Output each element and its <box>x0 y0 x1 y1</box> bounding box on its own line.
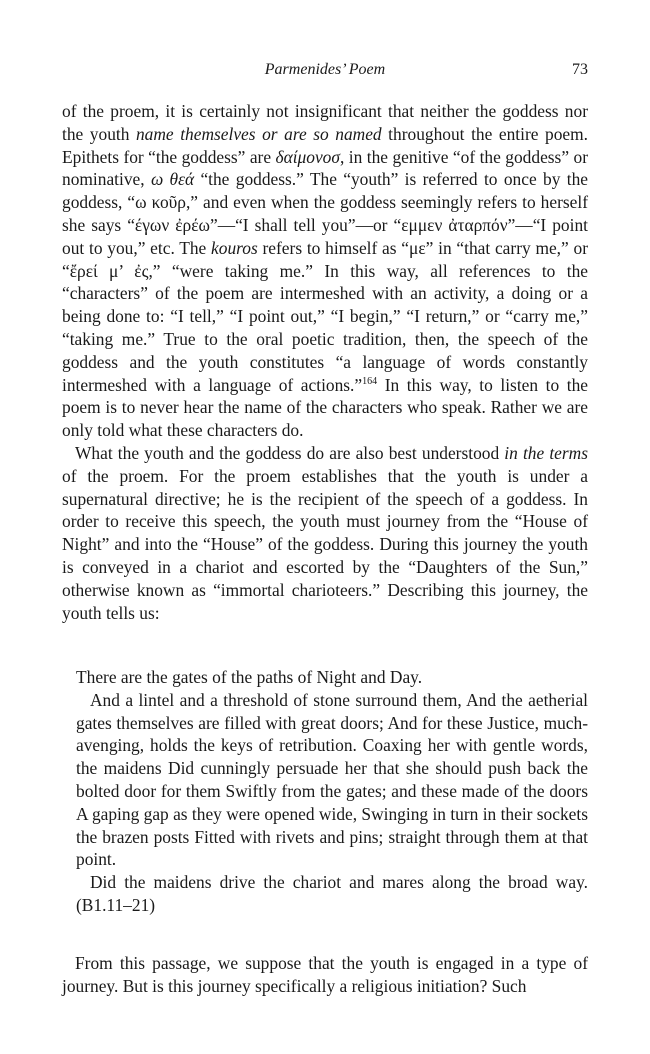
footnote-reference: 164 <box>362 375 378 387</box>
running-title: Parmenides’ Poem <box>264 61 386 78</box>
main-text <box>62 100 588 624</box>
paragraph-1: of the proem, it is certainly not insignificant that neither the goddess nor the youth name themselves or are so named throughout the entire poem. Epithets for “the goddess” are δαίμονοσ, in the genitive “of the goddess” or nominative, ω θεά “the goddess.” The “youth” is referred to once by the goddess, “ω κοῦρ,” and even when the goddess seemingly refers to herself she says “έγων ἐρέω”—“I shall tell you”—or “εμμεν ἀταρπόν”—“I point out to you,” etc. The kouros refers to himself as “με” in “that carry me,” or “ἔρεί μ’ ἐς,” “were taking me.” In this way, all references to the “characters” of the poem are intermeshed with an activity, a doing or a being done to: “I tell,” “I point out,” “I begin,” “I return,” or “carry me,” “taking me.” True to the oral poetic tradition, then, the speech of the goddess and the youth constitutes “a language of words constantly intermeshed with a language of actions.”$^{164}$ In this way, to listen to the poem is to never hear the name of the characters who speak. Rather we are only told what these characters do. <box>62 101 589 441</box>
quote-paragraph-2: And a lintel and a threshold of stone surround them, And the aetherial gates themselves are filled with great doors; And for these Justice, much-avenging, holds the keys of retribution. Coaxing her with gentle words, the maidens Did cunningly persuade her that she should push back the bolted door for them Swiftly from the gates; and these made of the doors A gaping gap as they were opened wide, Swinging in turn in their sockets the brazen posts Fitted with rivets and pins; straight through them at that point. <box>76 689 588 870</box>
italic-phrase: in the terms <box>504 442 588 463</box>
italic-phrase: name themselves or are so named <box>135 123 382 144</box>
block-quote <box>76 666 588 917</box>
paragraph-2: What the youth and the goddess do are also best understood in the terms of the proem. For the proem establishes that the youth is under a supernatural directive; he is the recipient of the speech of a goddess. In order to receive this speech, the youth must journey from the “House of Night” and into the “House” of the goddess. During this journey the youth is conveyed in a chariot and escorted by the “Daughters of the Sun,” otherwise known as “immortal charioteers.” Describing this journey, the youth tells us: <box>62 442 588 623</box>
quote-line-1: There are the gates of the paths of Night and Day. <box>76 667 423 687</box>
page-number: 73 <box>572 61 588 78</box>
quote-paragraph-3: Did the maidens drive the chariot and mares along the broad way. (B1.11–21) <box>76 872 588 915</box>
closing-text <box>62 952 588 998</box>
greek-term: ω θεά <box>150 169 195 190</box>
greek-term: δαίμονοσ <box>275 146 340 167</box>
page-header <box>62 61 588 83</box>
paragraph-3: From this passage, we suppose that the youth is engaged in a type of journey. But is this journey specifically a religious initiation? Such <box>62 953 588 996</box>
italic-term: kouros <box>211 237 258 258</box>
